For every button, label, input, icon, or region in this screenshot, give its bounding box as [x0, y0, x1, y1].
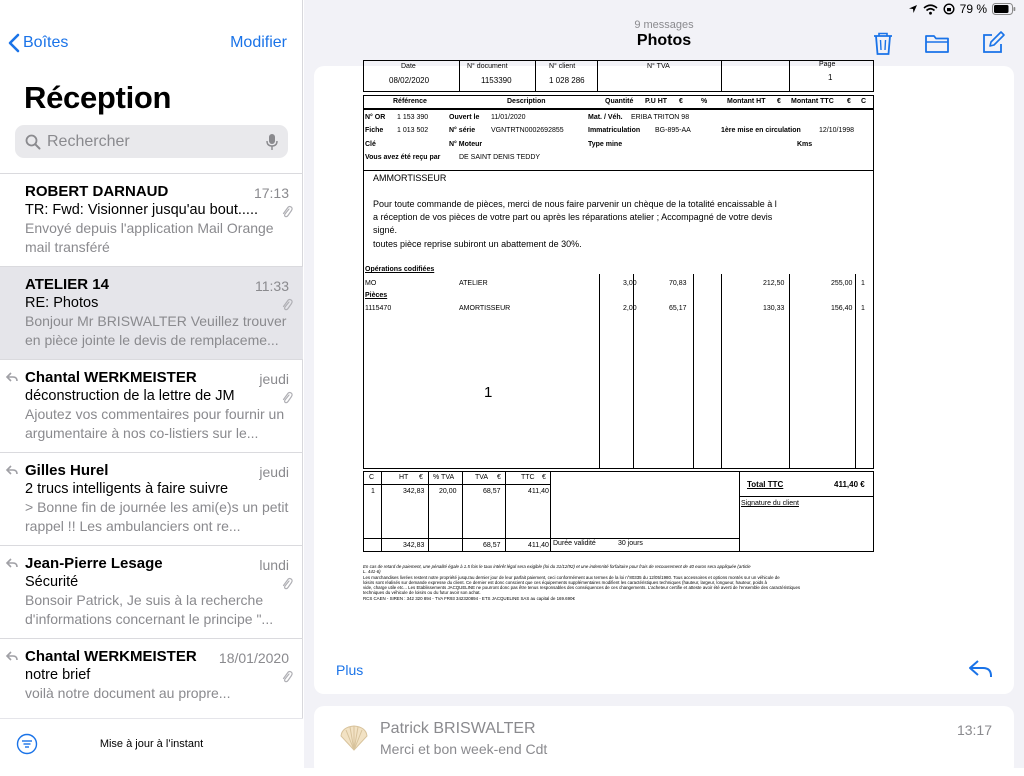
pieces-desc: AMORTISSEUR: [459, 305, 511, 312]
wifi-icon: [923, 4, 938, 15]
header-date-label: Date: [401, 63, 416, 70]
header-page: 1: [828, 73, 833, 82]
col-ttc: Montant TTC: [791, 98, 834, 105]
mail-list-item[interactable]: [0, 452, 303, 545]
sum-ttc: 411,40: [528, 542, 549, 549]
total-ttc-label: Total TTC: [747, 480, 784, 489]
recu-label: Vous avez été reçu par: [365, 154, 441, 161]
mail-preview: Ajoutez vos commentaires pour fournir un argumentaire à nos co-listiers sur le...: [25, 406, 285, 441]
next-message-card[interactable]: [314, 706, 1014, 776]
totals-tva: 68,57: [483, 488, 501, 495]
microphone-icon[interactable]: [266, 133, 278, 151]
legal-line-1: En cas de retard de paiement, une pénalité égale à 1.5 fois le taux intérêt légal sera exigible (loi du 31/12/92) et une indemnité forfaitaire pour frais de recouvrement de 40 euros sera appliquée (article: [363, 564, 751, 569]
body-line-3: signé.: [373, 225, 398, 235]
header-docno-label: N° document: [467, 63, 508, 70]
mail-time: jeudi: [259, 464, 289, 480]
replied-icon: [6, 465, 18, 475]
message-card: [314, 61, 1014, 694]
message-pane: [304, 0, 1024, 768]
location-arrow-icon: [908, 4, 918, 14]
totals-c: 1: [371, 488, 375, 495]
paperclip-icon: [281, 577, 293, 591]
next-message-preview: Merci et bon week-end Cdt: [380, 741, 548, 757]
back-button-label: Boîtes: [23, 34, 69, 51]
fiche-value: 1 013 502: [397, 127, 429, 134]
serie-label: N° série: [449, 127, 476, 134]
more-button[interactable]: Plus: [336, 662, 364, 678]
next-message-sender: Patrick BRISWALTER: [380, 720, 536, 737]
fiche-label: Fiche: [365, 127, 384, 134]
validity-value: 30 jours: [618, 540, 643, 547]
ops-pu: 70,83: [669, 280, 687, 287]
mailbox-title: Réception: [24, 80, 172, 115]
pieces-label: Pièces: [365, 292, 388, 299]
totals-col-ttc: TTC: [521, 474, 535, 481]
paperclip-icon: [281, 205, 293, 219]
mail-subject: RE: Photos: [25, 295, 99, 311]
ops-qty: 3,00: [623, 280, 637, 287]
ops-ttc: 255,00: [831, 280, 853, 287]
totals-ht: 342,83: [403, 488, 425, 495]
pieces-ht: 130,33: [763, 305, 785, 312]
col-reference: Référence: [393, 98, 427, 105]
circulation-value: 12/10/1998: [819, 127, 855, 134]
immat-value: BG-895-AA: [655, 127, 691, 134]
opened-label: Ouvert le: [449, 114, 480, 121]
or-label: N° OR: [365, 114, 386, 121]
update-status: Mise à jour à l’instant: [99, 738, 204, 750]
header-tva-label: N° TVA: [647, 63, 670, 70]
sum-ht: 342,83: [403, 542, 425, 549]
totals-col-tva-euro: €: [497, 474, 501, 481]
search-field[interactable]: [15, 125, 288, 158]
col-ttc-euro: €: [847, 98, 851, 105]
ops-c: 1: [861, 280, 865, 287]
page-number: 1: [484, 384, 493, 401]
cle-label: Clé: [365, 141, 376, 148]
col-pu-euro: €: [679, 98, 683, 105]
opened-value: 11/01/2020: [491, 114, 526, 121]
col-percent: %: [701, 98, 708, 105]
body-line-1: Pour toute commande de pièces, merci de nous faire parvenir un chèque de la totalité encaissable à l: [373, 199, 777, 209]
circulation-label: 1ère mise en circulation: [721, 127, 801, 134]
mail-list-item[interactable]: [0, 266, 303, 359]
attachment-document: [363, 61, 875, 616]
col-ht-euro: €: [777, 98, 781, 105]
header-page-label: Page: [819, 61, 836, 68]
mail-sender: Gilles Hurel: [25, 462, 109, 479]
totals-pct: 20,00: [439, 488, 457, 495]
legal-line-3: Les marchandises livrées restent notre propriété jusqu'au dernier jour de leur parfait paiement, ceci conformément aux termes de la loi n°80335 du 12/05/1980. Tous accessoires et options montés sur un véhicule de: [363, 574, 780, 580]
search-placeholder: Rechercher: [47, 132, 130, 150]
legal-line-2: L. 441-6): [363, 569, 381, 575]
body-line-2: a réception de vos pièces de votre part ou après les réparations atelier ; Accompagné de votre devis: [373, 212, 773, 222]
replied-icon: [6, 558, 18, 568]
or-value: 1 153 390: [397, 114, 429, 121]
totals-ttc: 411,40: [528, 488, 549, 495]
mail-subject: 2 trucs intelligents à faire suivre: [25, 481, 229, 497]
battery-percent: 79 %: [959, 2, 987, 16]
pieces-ttc: 156,40: [831, 305, 853, 312]
legal-line-6: techniques du véhicule de loisirs ou du futur avoir son achat.: [363, 590, 481, 596]
legal-line-4: loisirs sont réalisés sur demande expresse du client. Ce dernier est donc conscient que ces équipements supplémentaires modifient les caractéristiques techniques (hauteur, largeur, longueur, hauteur, poids à: [363, 579, 767, 585]
message-list: [0, 173, 303, 731]
header-date: 08/02/2020: [389, 76, 430, 85]
totals-col-tva: TVA: [475, 474, 489, 481]
battery-icon: [992, 3, 1016, 15]
search-icon: [25, 134, 41, 150]
totals-col-ht: HT: [399, 474, 409, 481]
mail-time: 11:33: [255, 278, 289, 294]
status-bar-right: [908, 2, 1016, 16]
folder-icon[interactable]: [924, 30, 950, 56]
totals-col-ttc-euro: €: [542, 474, 546, 481]
pieces-c: 1: [861, 305, 865, 312]
col-description: Description: [507, 98, 546, 105]
mail-sender: Chantal WERKMEISTER: [25, 648, 197, 665]
mailbox-pane: [0, 0, 303, 768]
legal-line-5: vide, charge utile etc... Les Etablissements JACQUELINE ne pourront donc pas être tenus responsables des conséquences de ces changements. L'acheteur certifie et atteste avoir été averti de l'ensemble des caractéristiques: [363, 585, 801, 591]
mail-subject: déconstruction de la lettre de JM: [25, 388, 235, 404]
mail-sender: ATELIER 14: [25, 276, 109, 293]
mail-sender: Jean-Pierre Lesage: [25, 555, 163, 572]
back-button[interactable]: [8, 33, 68, 53]
type-mine-label: Type mine: [588, 141, 623, 148]
col-quantity: Quantité: [605, 98, 634, 105]
pieces-ref: 1115470: [365, 305, 392, 312]
header-docno: 1153390: [481, 76, 512, 85]
lock-rotation-icon: [943, 3, 955, 15]
mail-preview: voilà notre document au propre...: [25, 685, 231, 701]
legal-line-7: RCS CAEN - SIREN : 342 320 894 - TVA FR93 342320894 - ETS JACQUELINE SAS au capital de 169.690€: [363, 595, 575, 601]
recu-value: DE SAINT DENIS TEDDY: [459, 154, 541, 161]
mail-subject: TR: Fwd: Visionner jusqu'au bout.....: [25, 202, 259, 218]
col-c: C: [861, 98, 867, 105]
chevron-left-icon: [8, 33, 20, 53]
compose-icon[interactable]: [980, 30, 1006, 56]
mail-time: jeudi: [259, 371, 289, 387]
signature-label: Signature du client: [741, 500, 799, 507]
ops-desc: ATELIER: [459, 280, 488, 287]
trash-icon[interactable]: [870, 30, 896, 56]
ops-ref: MO: [365, 280, 377, 287]
replied-icon: [6, 651, 18, 661]
immat-label: Immatriculation: [588, 127, 641, 134]
paperclip-icon: [281, 670, 293, 684]
mail-preview: Bonsoir Patrick, Je suis à la recherche d'informations concernant le principe "...: [25, 592, 274, 627]
mail-list-item[interactable]: [0, 173, 303, 266]
next-message-time: 13:17: [956, 722, 992, 738]
vehicle-label: Mat. / Véh.: [588, 114, 623, 121]
mail-preview: Envoyé depuis l'application Mail Orange mail transféré: [25, 220, 274, 255]
legal-footer: [363, 564, 874, 601]
shell-avatar-icon: [338, 724, 370, 752]
validity-label: Durée validité: [553, 540, 596, 547]
mail-time: 18/01/2020: [218, 650, 289, 666]
totals-col-c: C: [369, 474, 375, 481]
moteur-label: N° Moteur: [449, 141, 483, 148]
ops-label: Opérations codifiées: [365, 266, 435, 273]
col-ht: Montant HT: [727, 98, 766, 105]
mail-preview: > Bonne fin de journée les ami(e)s un petit rappel !! Les ambulanciers ont re...: [25, 499, 289, 534]
sum-tva: 68,57: [483, 542, 501, 549]
totals-col-ht-euro: €: [419, 474, 423, 481]
header-client-label: N° client: [549, 63, 576, 70]
mail-subject: notre brief: [25, 667, 91, 683]
serie-value: VGNTRTN0002692855: [491, 127, 564, 134]
col-pu: P.U HT: [645, 98, 668, 105]
total-ttc-value: 411,40 €: [834, 480, 865, 489]
paperclip-icon: [281, 298, 293, 312]
mail-list-item[interactable]: [0, 359, 303, 452]
totals-col-pct: % TVA: [433, 474, 455, 481]
thread-count: 9 messages: [634, 19, 694, 31]
bottom-toolbar: [0, 718, 303, 768]
replied-icon: [6, 372, 18, 382]
thread-title: Photos: [636, 32, 692, 49]
pieces-qty: 2,00: [623, 305, 637, 312]
vehicle-value: ERIBA TRITON 98: [631, 114, 690, 121]
pieces-pu: 65,17: [669, 305, 687, 312]
mail-time: lundi: [259, 557, 289, 573]
reply-icon[interactable]: [968, 658, 994, 680]
edit-button[interactable]: Modifier: [230, 34, 287, 51]
mail-sender: ROBERT DARNAUD: [25, 183, 169, 200]
mail-subject: Sécurité: [25, 574, 79, 590]
body-line-4: toutes pièce reprise subiront un abattement de 30%.: [373, 239, 582, 249]
paperclip-icon: [281, 391, 293, 405]
mail-time: 17:13: [253, 185, 289, 201]
mail-preview: Bonjour Mr BRISWALTER Veuillez trouver en pièce jointe le devis de remplaceme...: [25, 313, 287, 348]
header-client: 1 028 286: [549, 76, 585, 85]
mail-sender: Chantal WERKMEISTER: [25, 369, 197, 386]
ops-ht: 212,50: [763, 280, 785, 287]
kms-label: Kms: [797, 141, 813, 148]
mail-list-item[interactable]: [0, 545, 303, 638]
body-title: AMMORTISSEUR: [373, 173, 447, 183]
